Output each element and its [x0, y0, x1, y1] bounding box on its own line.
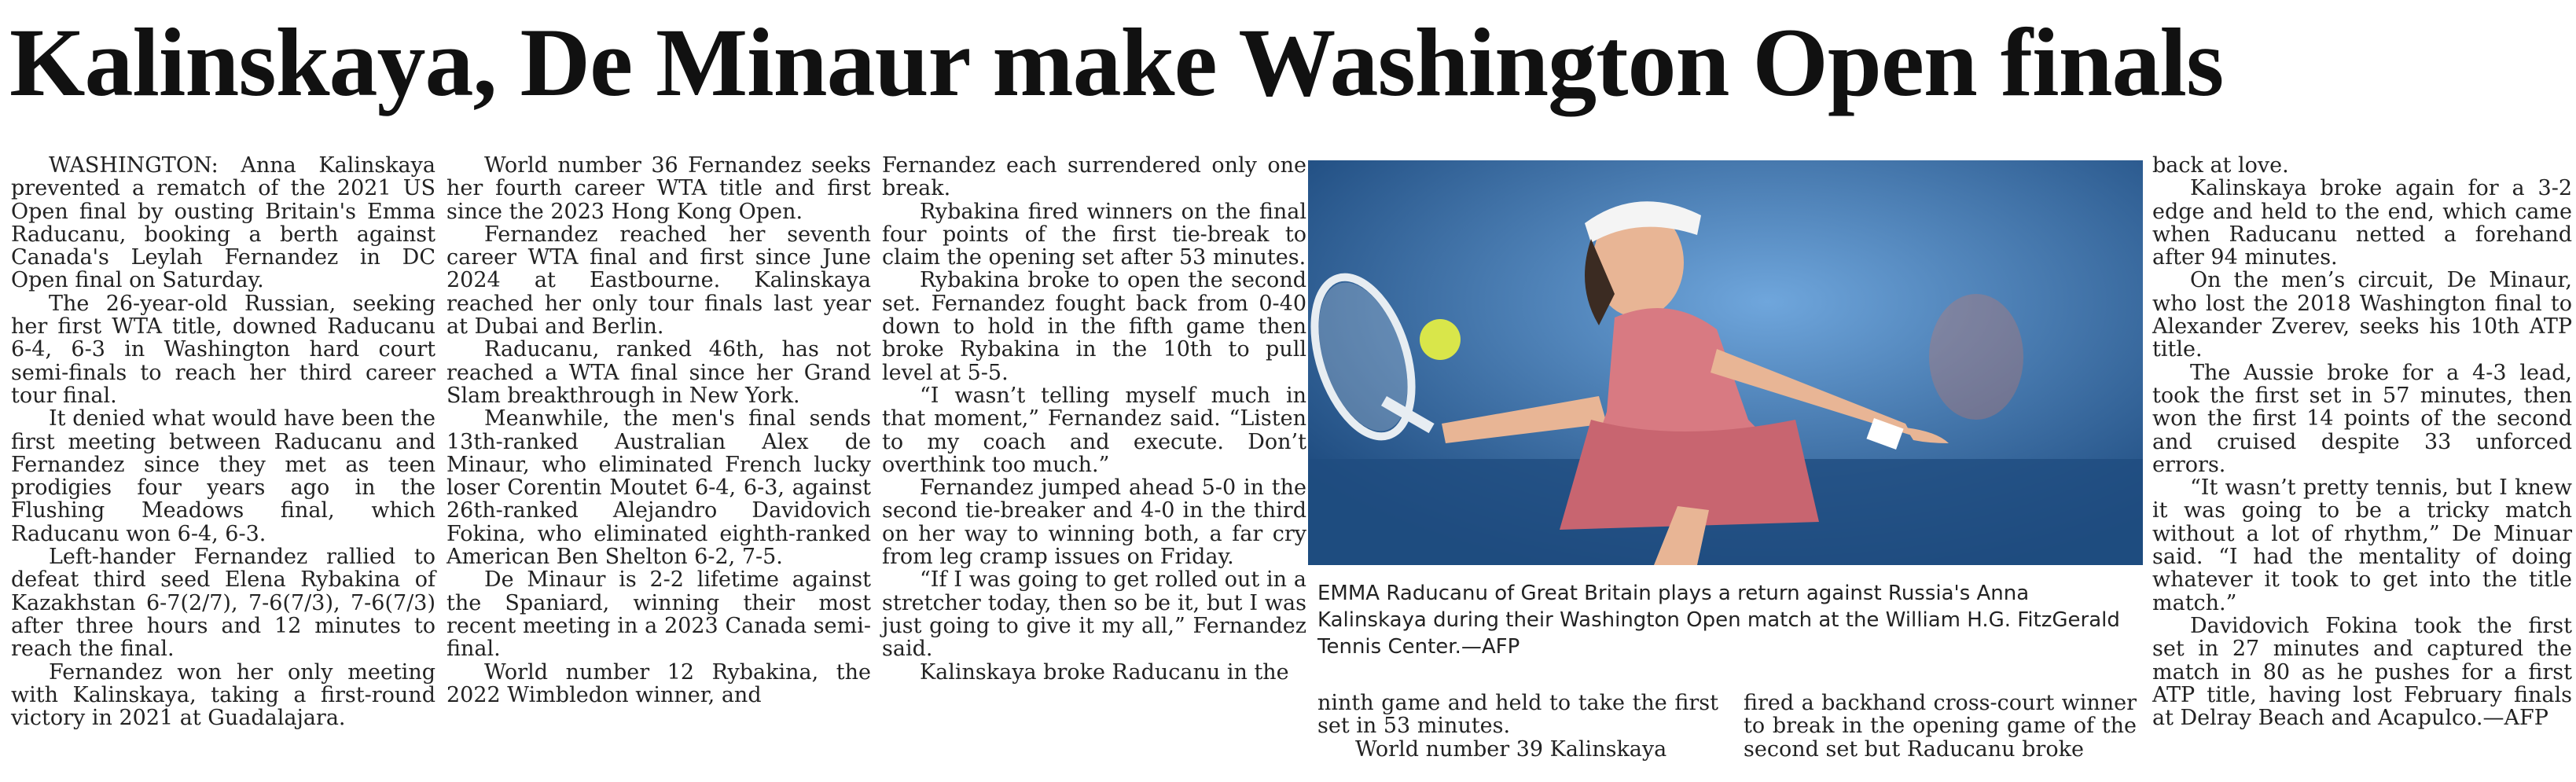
article-column-6 — [2152, 154, 2572, 729]
paragraph: fired a backhand cross-court winner to break in the opening game of the second set but Raducanu broke — [1744, 691, 2137, 762]
paragraph: Fernandez won her only meeting with Kalinskaya, taking a first-round victory in 2021 at Guadalajara. — [11, 659, 435, 731]
paragraph: Rybakina fired winners on the final four points of the first tie-break to claim the opening set after 53 minutes. — [882, 199, 1306, 270]
paragraph: World number 12 Rybakina, the 2022 Wimbledon winner, and — [446, 659, 871, 707]
article-column-4 — [1317, 692, 1718, 761]
paragraph: The 26-year-old Russian, seeking her first WTA title, downed Raducanu 6-4, 6-3 in Washington hard court semi-finals to reach her third career tour final. — [11, 291, 435, 408]
paragraph: Rybakina broke to open the second set. Fernandez fought back from 0-40 down to hold in the fifth game then broke Rybakina in the 10th to pull level at 5-5. — [882, 268, 1306, 385]
paragraph: “If I was going to get rolled out in a stretcher today, then so be it, but I was just going to give it my all,” Fernandez said. — [882, 567, 1306, 662]
paragraph: It denied what would have been the first meeting between Raducanu and Fernandez since they met as teen prodigies four years ago in the Flushing Meadows final, which Raducanu won 6-4, 6-3. — [11, 406, 435, 546]
paragraph: back at love. — [2152, 153, 2289, 178]
article-column-5 — [1744, 692, 2137, 761]
paragraph: Kalinskaya broke again for a 3-2 edge and held to the end, which came when Raducanu netted a forehand after 94 minutes. — [2152, 176, 2572, 270]
article-column-3 — [882, 154, 1306, 684]
paragraph: Fernandez reached her seventh career WTA final and first since June 2024 at Eastbourne. Kalinskaya reached her only tour finals last year at Dubai and Berlin. — [446, 222, 871, 340]
paragraph: Raducanu, ranked 46th, has not reached a WTA final since her Grand Slam breakthrough in New York. — [446, 337, 871, 408]
paragraph: Left-hander Fernandez rallied to defeat third seed Elena Rybakina of Kazakhstan 6-7(2/7), 7-6(7/3), 7-6(7/3) after three hours and 12 minutes to reach the final. — [11, 545, 435, 662]
paragraph: “It wasn’t pretty tennis, but I knew it was going to be a tricky match without a lot of rhythm,” De Minuar said. “I had the mentality of doing whatever it took to get into the title match.” — [2152, 475, 2572, 615]
paragraph: “I wasn’t telling myself much in that moment,” Fernandez said. “Listen to my coach and execute. Don’t overthink too much.” — [882, 383, 1306, 477]
article-column-1 — [11, 154, 435, 729]
paragraph: Kalinskaya broke Raducanu in the — [920, 659, 1289, 685]
photo-caption: EMMA Raducanu of Great Britain plays a return against Russia's Anna Kalinskaya during their Washington Open match at the William H.G. FitzGerald Tennis Center.—AFP — [1317, 582, 2120, 659]
tennis-player-icon — [1308, 160, 2143, 565]
tennis-player-photo — [1308, 160, 2143, 565]
paragraph: World number 36 Fernandez seeks her fourth career WTA title and first since the 2023 Hong Kong Open. — [446, 153, 871, 224]
paragraph: On the men’s circuit, De Minaur, who lost the 2018 Washington final to Alexander Zverev, seeks his 10th ATP title. — [2152, 268, 2572, 362]
paragraph: WASHINGTON: Anna Kalinskaya prevented a rematch of the 2021 US Open final by ousting Britain's Emma Raducanu, booking a berth against Canada's Leylah Fernandez in DC Open final on Saturday. — [11, 153, 435, 293]
paragraph: The Aussie broke for a 4-3 lead, took the first set in 57 minutes, then won the first 14 points of the second and cruised despite 33 unforced errors. — [2152, 360, 2572, 477]
paragraph: De Minaur is 2-2 lifetime against the Spaniard, winning their most recent meeting in a 2023 Canada semi-final. — [446, 567, 871, 662]
paragraph: Fernandez jumped ahead 5-0 in the second tie-breaker and 4-0 in the third on her way to winning both, a far cry from leg cramp issues on Friday. — [882, 475, 1306, 570]
paragraph: World number 39 Kalinskaya — [1355, 736, 1667, 762]
paragraph: Fernandez each surrendered only one break. — [882, 153, 1306, 201]
article-column-2 — [446, 154, 871, 707]
paragraph: Davidovich Fokina took the first set in 27 minutes and captured the match in 80 as he pushes for a first ATP title, having lost February finals at Delray Beach and Acapulco.—AFP — [2152, 613, 2572, 731]
paragraph: Meanwhile, the men's final sends 13th-ranked Australian Alex de Minaur, who eliminated French lucky loser Corentin Moutet 6-4, 6-3, against 26th-ranked Alejandro Davidovich Fokina, who eliminated eighth-ranked American Ben Shelton 6-2, 7-5. — [446, 406, 871, 570]
headline: Kalinskaya, De Minaur make Washington Open finals — [9, 9, 2224, 116]
paragraph: ninth game and held to take the first set in 53 minutes. — [1317, 691, 1718, 739]
